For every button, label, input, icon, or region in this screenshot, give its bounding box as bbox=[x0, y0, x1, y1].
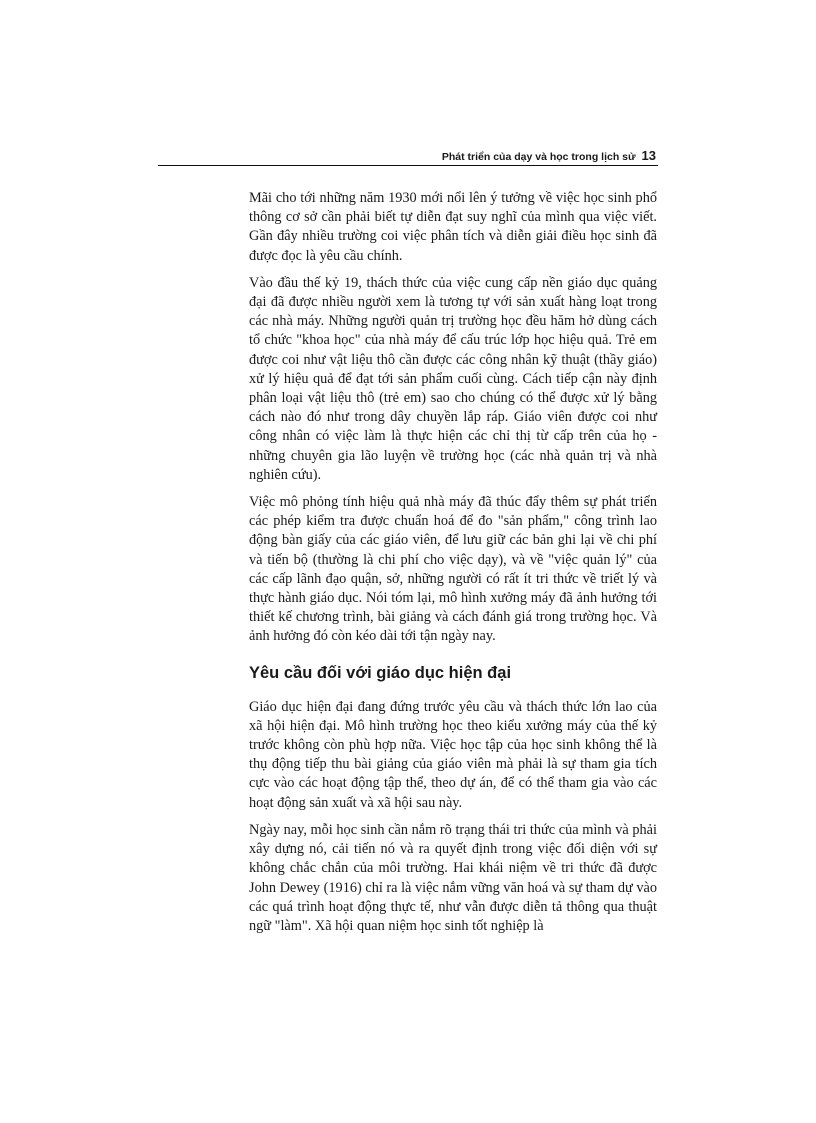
chapter-title: Phát triển của dạy và học trong lịch sử bbox=[441, 151, 636, 163]
page-number: 13 bbox=[641, 148, 656, 163]
paragraph: Việc mô phỏng tính hiệu quả nhà máy đã thúc đẩy thêm sự phát triển các phép kiểm tra được chuẩn hoá để đo "sản phẩm," công trình lao động bàn giấy của các giáo viên, để lưu giữ các bản ghi lại về chi phí và tiến bộ (thường là chi phí cho việc dạy), và về "việc quản lý" của các cấp lãnh đạo quận, sở, những người có rất ít tri thức về triết lý và thực hành giáo dục. Nói tóm lại, mô hình xưởng máy đã ảnh hưởng tới thiết kế chương trình, bài giảng và cách đánh giá trong trường học. Và ảnh hưởng đó còn kéo dài tới tận ngày nay. bbox=[249, 494, 657, 645]
body-column bbox=[249, 189, 657, 944]
section-heading: Yêu cầu đối với giáo dục hiện đại bbox=[249, 663, 512, 682]
paragraph: Giáo dục hiện đại đang đứng trước yêu cầu và thách thức lớn lao của xã hội hiện đại. Mô hình trường học theo kiểu xưởng máy của thế kỷ trước không còn phù hợp nữa. Việc học tập của học sinh không thể là thụ động tiếp thu bài giảng của giáo viên mà phải là sự tham gia tích cực vào các hoạt động tập thể, theo dự án, để có thể tham gia vào các hoạt động sản xuất và xã hội sau này. bbox=[249, 698, 657, 811]
header-text bbox=[442, 148, 656, 163]
paragraph: Ngày nay, mỗi học sinh cần nắm rõ trạng thái tri thức của mình và phải xây dựng nó, cải tiến nó và ra quyết định trong việc đối diện với sự không chắc chắn của môi trường. Hai khái niệm về tri thức đã được John Dewey (1916) chỉ ra là việc nắm vững văn hoá và sự tham dự vào các quá trình hoạt động thực tế, như vẫn được diễn tả thông qua thuật ngữ "làm". Xã hội quan niệm học sinh tốt nghiệp là bbox=[249, 821, 657, 934]
paragraph: Mãi cho tới những năm 1930 mới nổi lên ý tưởng về việc học sinh phổ thông cơ sở cần phải biết tự diễn đạt suy nghĩ của mình qua việc viết. Gần đây nhiều trường coi việc phân tích và diễn giải điều học sinh đã được đọc là yêu cầu chính. bbox=[249, 190, 657, 264]
paragraph: Vào đầu thế kỷ 19, thách thức của việc cung cấp nền giáo dục quảng đại đã được nhiều người xem là tương tự với sản xuất hàng loạt trong các nhà máy. Những người quản trị trường học đều hăm hở dùng cách tổ chức "khoa học" của nhà máy để cấu trúc lớp học hiệu quả. Trẻ em được coi như vật liệu thô cần được các công nhân kỹ thuật (thầy giáo) xử lý hiệu quả để đạt tới sản phẩm cuối cùng. Cách tiếp cận này định phân loại vật liệu thô (trẻ em) sao cho chúng có thể được xử lý bằng cách nào đó như trong dây chuyền lắp ráp. Giáo viên được coi như công nhân có việc làm là thực hiện các chỉ thị từ cấp trên của họ - những chuyên gia lão luyện về trường học (các nhà quản trị và nhà nghiên cứu). bbox=[249, 274, 657, 483]
running-header bbox=[158, 148, 658, 166]
